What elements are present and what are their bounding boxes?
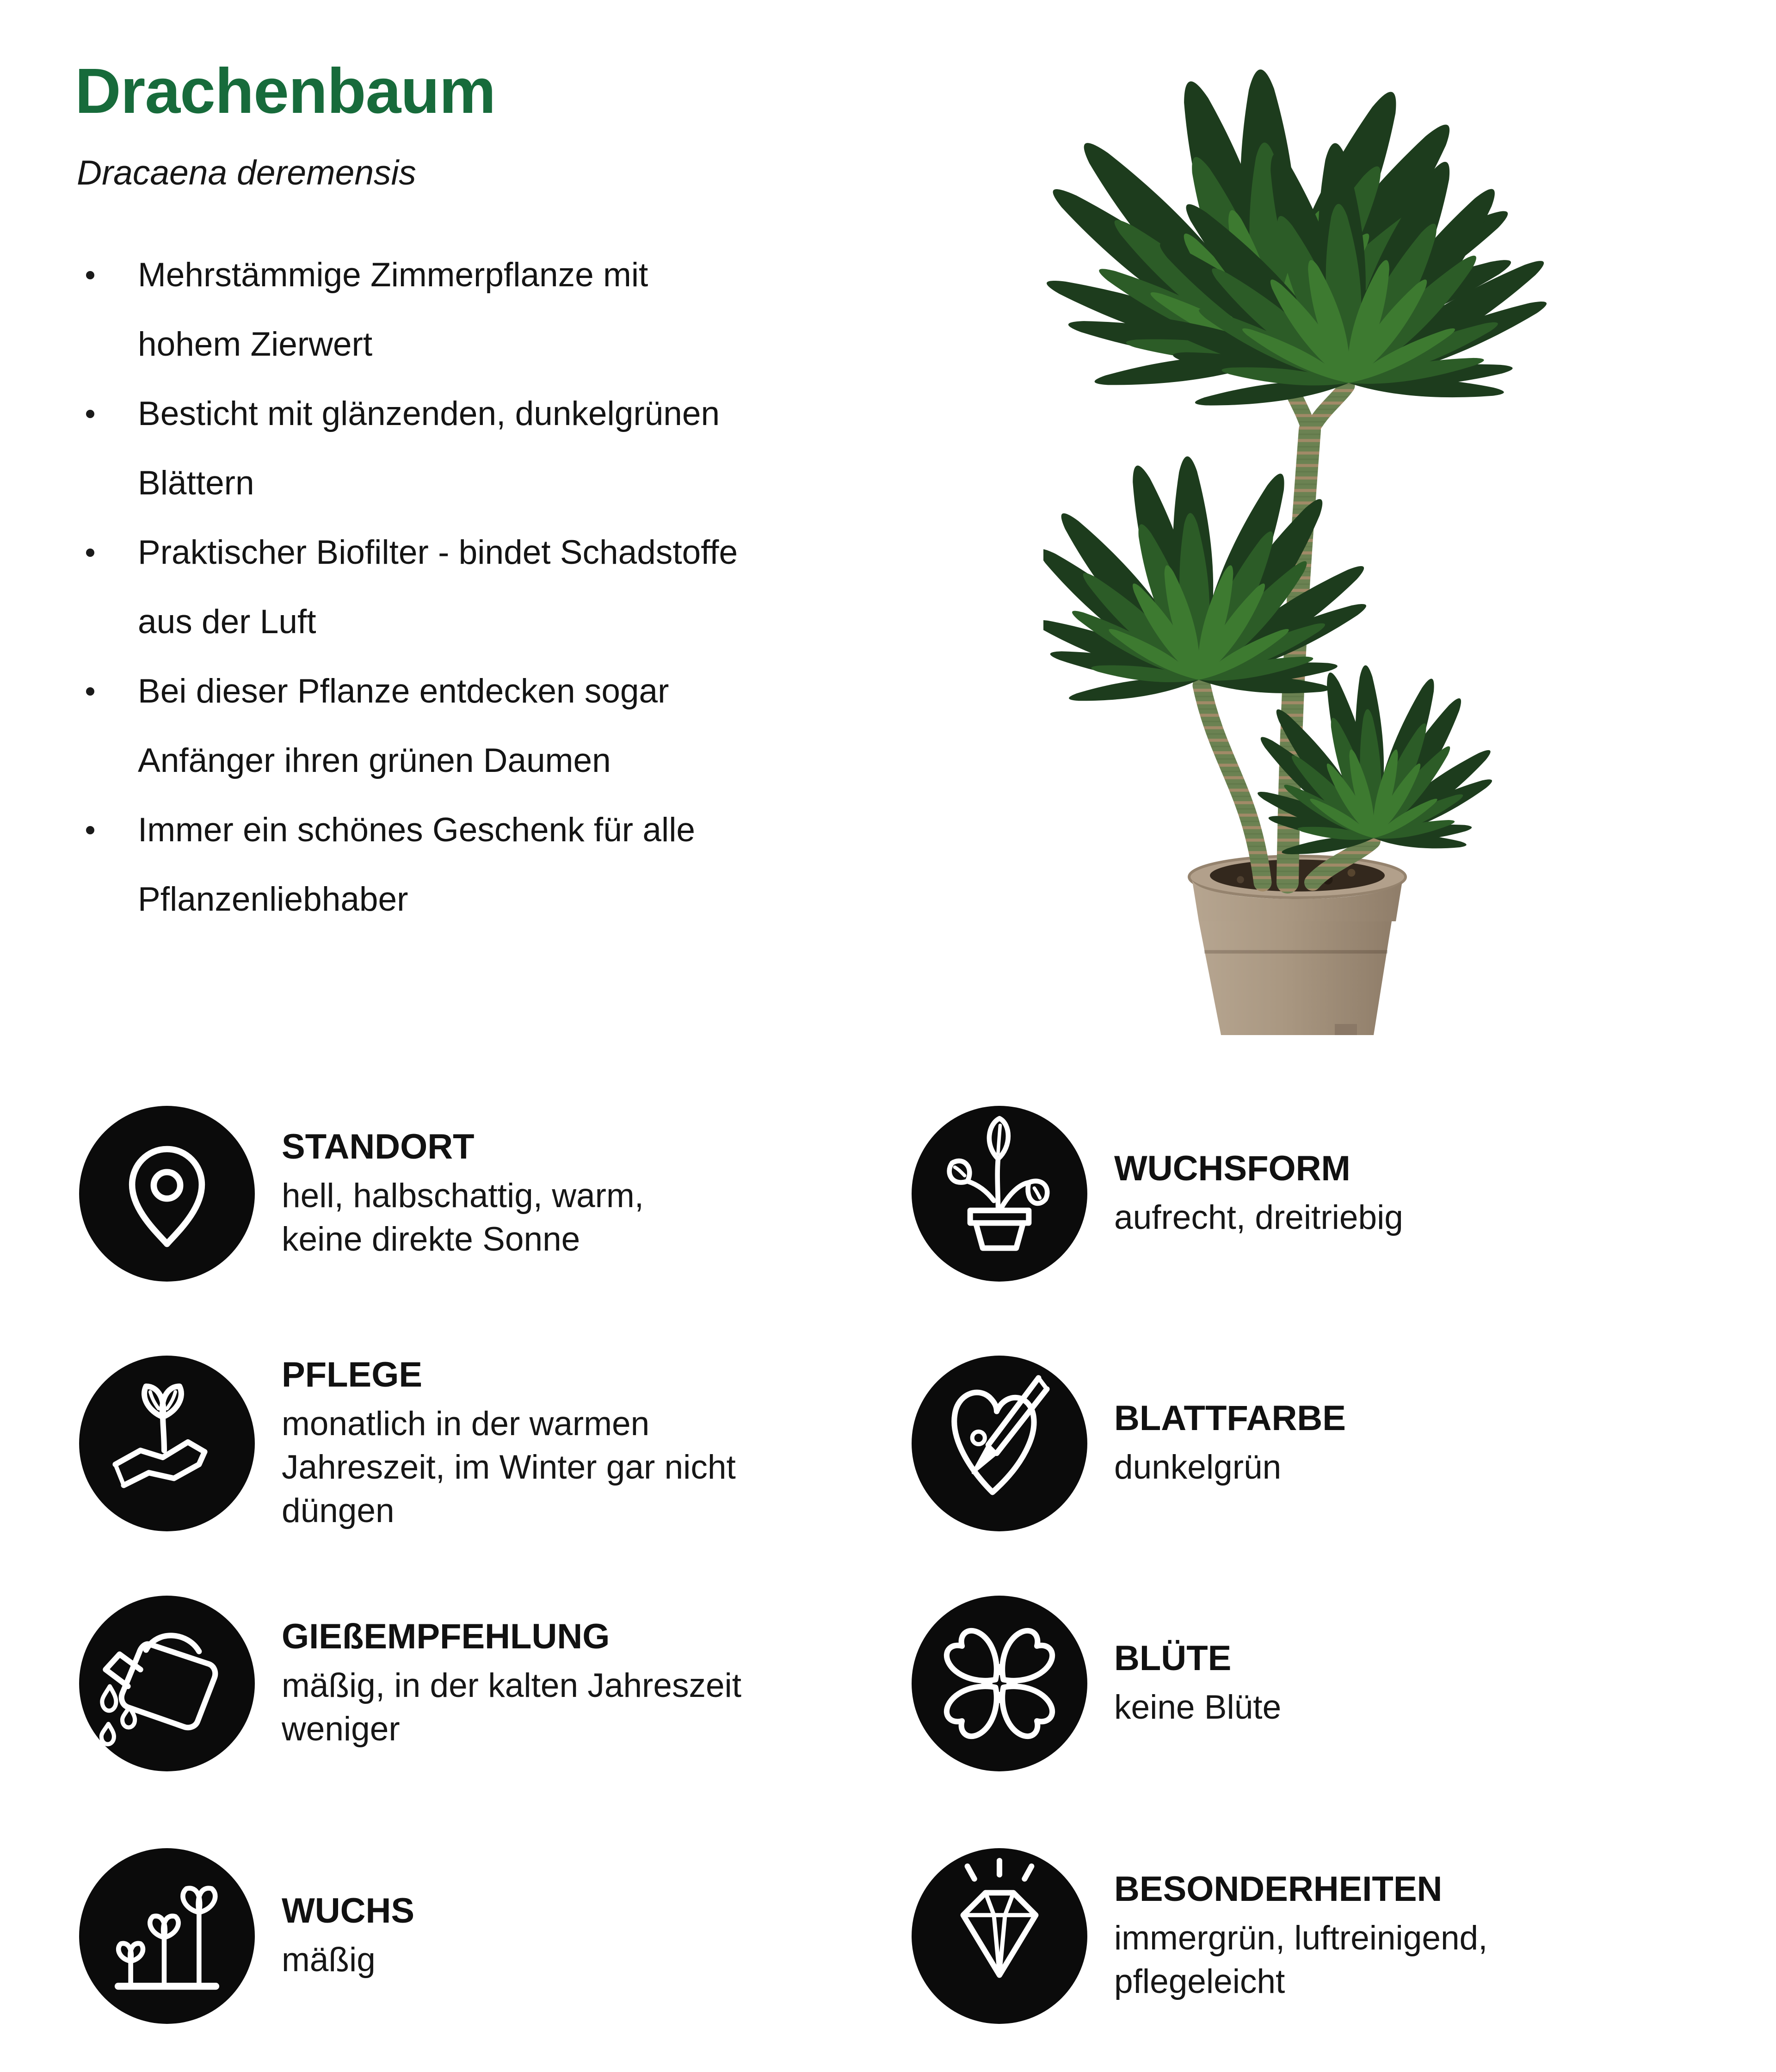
attribute-label: BESONDERHEITEN xyxy=(1114,1869,1443,1909)
watering-can-icon xyxy=(76,1593,258,1774)
list-item: Mehrstämmige Zimmerpflanze mit hohem Zierwert xyxy=(80,240,838,379)
attribute-giessempfehlung: GIEßEMPFEHLUNG mäßig, in der kalten Jahreszeit weniger xyxy=(76,1593,881,1774)
location-pin-icon xyxy=(76,1103,258,1284)
bullet-icon xyxy=(80,240,138,379)
flower-icon xyxy=(909,1593,1090,1774)
potted-plant-icon xyxy=(909,1103,1090,1284)
hand-seedling-icon xyxy=(76,1353,258,1534)
attribute-label: BLATTFARBE xyxy=(1114,1398,1346,1438)
attribute-label: BLÜTE xyxy=(1114,1638,1232,1678)
attribute-label: GIEßEMPFEHLUNG xyxy=(282,1616,610,1656)
attribute-pflege: PFLEGE monatlich in der warmen Jahreszeit, im Winter gar nicht düngen xyxy=(76,1353,881,1534)
attribute-label: WUCHSFORM xyxy=(1114,1148,1350,1188)
diamond-icon xyxy=(909,1845,1090,2027)
page-title: Drachenbaum xyxy=(75,56,496,127)
attribute-bluete: BLÜTE keine Blüte xyxy=(909,1593,1751,1774)
sprouts-icon xyxy=(76,1845,258,2027)
attribute-wuchsform: WUCHSFORM aufrecht, dreitriebig xyxy=(909,1103,1751,1284)
attribute-besonderheiten: BESONDERHEITEN immergrün, luftreinigend, pflegeleicht xyxy=(909,1845,1751,2027)
plant-photo xyxy=(1043,14,1598,1046)
bullet-icon xyxy=(80,796,138,934)
bullet-icon xyxy=(80,657,138,796)
list-item: Praktischer Biofilter - bindet Schadstoffe aus der Luft xyxy=(80,518,838,657)
bullet-icon xyxy=(80,379,138,518)
attribute-standort: STANDORT hell, halbschattig, warm, keine direkte Sonne xyxy=(76,1103,881,1284)
list-item: Immer ein schönes Geschenk für alle Pflanzenliebhaber xyxy=(80,796,838,934)
attribute-wuchs: WUCHS mäßig xyxy=(76,1845,881,2027)
attribute-label: WUCHS xyxy=(282,1891,415,1930)
attribute-label: PFLEGE xyxy=(282,1355,423,1394)
botanical-name: Dracaena deremensis xyxy=(77,153,416,192)
attribute-label: STANDORT xyxy=(282,1127,475,1166)
list-item: Bei dieser Pflanze entdecken sogar Anfänger ihren grünen Daumen xyxy=(80,657,838,796)
attribute-blattfarbe: BLATTFARBE dunkelgrün xyxy=(909,1353,1751,1534)
list-item: Besticht mit glänzenden, dunkelgrünen Blättern xyxy=(80,379,838,518)
bullet-icon xyxy=(80,518,138,657)
leaf-paintbrush-icon xyxy=(909,1353,1090,1534)
feature-list xyxy=(80,240,838,934)
